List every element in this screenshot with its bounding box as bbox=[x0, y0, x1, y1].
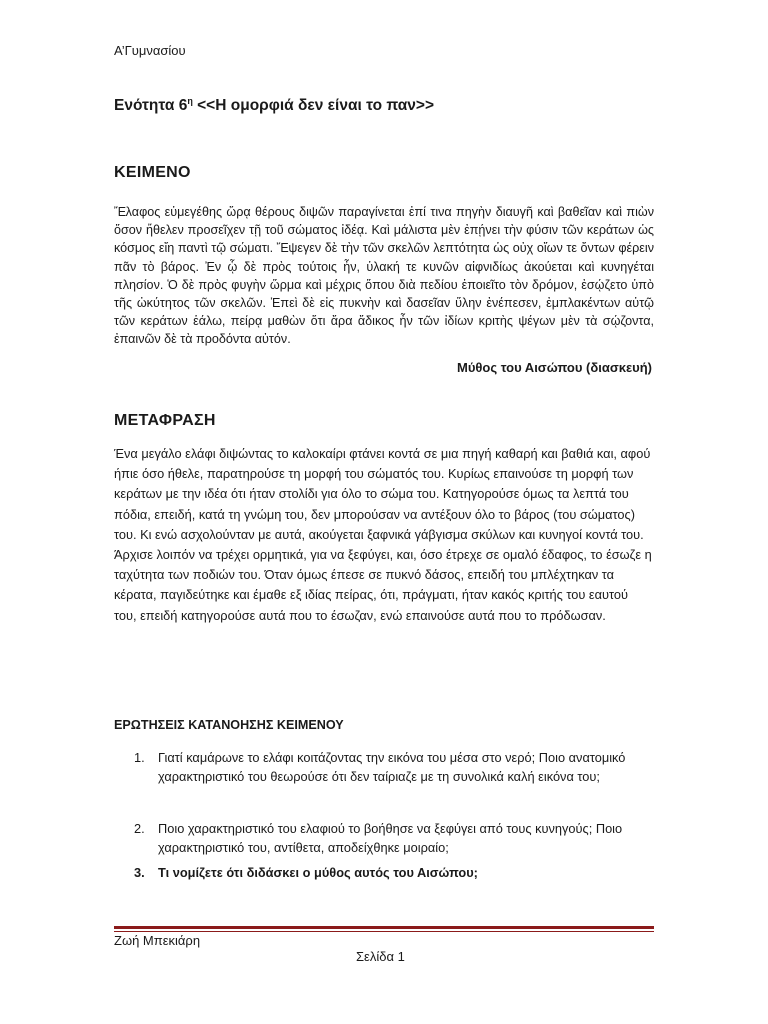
keimeno-heading: ΚΕΙΜΕΝΟ bbox=[114, 164, 191, 181]
question-text: Γιατί καμάρωνε το ελάφι κοιτάζοντας την εικόνα του μέσα στο νερό; Ποιο ανατομικό χαρακτηριστικό του θεωρούσε ότι δεν ταίριαζε με τη συνολικά καλή εικόνα του; bbox=[158, 750, 626, 784]
translation-text: Ένα μεγάλο ελάφι διψώντας το καλοκαίρι φτάνει κοντά σε μια πηγή καθαρή και βαθιά και, αφού ήπιε όσο ήθελε, παρατηρούσε τη μορφή του σώματός του. Κυρίως επαινούσε τη μορφή των κεράτων με την ιδέα ότι ήταν στολίδι για όλο το σώμα του. Κατηγορούσε όμως τα λεπτά του πόδια, επειδή, κατά τη γνώμη του, δεν μπορούσαν να αντέξουν όλο το βάρος (του σώματος) του. Κι ενώ ασχολούνταν με αυτά, ακούγεται ξαφνικά γάβγισμα σκύλων και κυνηγοί κοντά του. Άρχισε λοιπόν να τρέχει ορμητικά, για να ξεφύγει, και, όσο έτρεχε σε ομαλό έδαφος, το έσωζε η ταχύτητα των ποδιών του. Όταν όμως έπεσε σε πυκνό δάσος, επειδή του μπλέχτηκαν τα κέρατα, παγιδεύτηκε και έμαθε εξ ιδίας πείρας, ότι, πράγματι, ήταν κακός κριτής του εαυτού του, επειδή κατηγορούσε αυτά που το έσωζαν, ενώ επαινούσε αυτά που το πρόδωσαν. bbox=[114, 446, 652, 623]
footer-page-number: Σελίδα 1 bbox=[356, 949, 405, 964]
question-number: 2. bbox=[134, 821, 145, 836]
question-number: 3. bbox=[134, 865, 145, 880]
attribution: Μύθος του Αισώπου (διασκευή) bbox=[457, 360, 652, 375]
question-item-2 bbox=[134, 820, 654, 857]
ancient-text: Ἔλαφος εὐμεγέθης ὥρᾳ θέρους διψῶν παραγίνεται ἐπί τινα πηγὴν διαυγῆ καὶ βαθεῖαν καὶ πιὼν ὅσον ἤθελεν προσεῖχεν τῇ τοῦ σώματος ἰδέᾳ. Καὶ μάλιστα μὲν ἐπῄνει τὴν φύσιν τῶν κεράτων ὡς κόσμος εἴη παντὶ τῷ σώματι. Ἔψεγεν δὲ τὴν τῶν σκελῶν λεπτότητα ὡς οὐχ οἵων τε ὄντων φέρειν πᾶν τὸ βάρος. Ἐν ᾧ δὲ πρὸς τούτοις ἦν, ὑλακή τε κυνῶν αἰφνιδίως ἀκούεται καὶ κυνηγέται πλησίον. Ὁ δὲ πρὸς φυγὴν ὥρμα καὶ μέχρις ὅπου διὰ πεδίου ἐποιεῖτο τὸν δρόμον, ἐσῴζετο ὑπὸ τῆς ὠκύτητος τῶν σκελῶν. Ἐπεὶ δὲ εἰς πυκνὴν καὶ δασεῖαν ὕλην ἐνέπεσεν, ἐμπλακέντων αὐτῷ τῶν κεράτων ἑάλω, πείρᾳ μαθὼν ὅτι ἄρα ἄδικος ἦν τῶν ἰδίων κριτὴς ψέγων μὲν τὰ σῴζοντα, ἐπαινῶν δὲ τὰ προδόντα αὐτόν. bbox=[114, 205, 654, 347]
translation-block bbox=[114, 444, 654, 626]
footer-rule-thick bbox=[114, 926, 654, 929]
page-header: Α’Γυμνασίου bbox=[114, 43, 186, 58]
ancient-text-block bbox=[114, 203, 654, 349]
unit-title-rest: <<Η ομορφιά δεν είναι το παν>> bbox=[192, 97, 435, 115]
question-text: Ποιο χαρακτηριστικό του ελαφιού το βοήθησε να ξεφύγει από τους κυνηγούς; Ποιο χαρακτηριστικό του, αντίθετα, αποδείχθηκε μοιραίο; bbox=[158, 821, 623, 855]
footer-rule-thin bbox=[114, 931, 654, 932]
question-item-3 bbox=[134, 864, 654, 883]
footer-author: Ζωή Μπεκιάρη bbox=[114, 933, 201, 948]
unit-title-superscript: η bbox=[187, 96, 193, 106]
question-item-1 bbox=[134, 749, 654, 786]
question-number: 1. bbox=[134, 750, 145, 765]
unit-title-prefix: Ενότητα 6 bbox=[114, 97, 188, 115]
unit-title bbox=[114, 96, 434, 115]
questions-title: ΕΡΩΤΗΣΕΙΣ ΚΑΤΑΝΟΗΣΗΣ ΚΕΙΜΕΝΟΥ bbox=[114, 718, 344, 732]
question-text: Τι νομίζετε ότι διδάσκει ο μύθος αυτός του Αισώπου; bbox=[158, 865, 478, 880]
metafrasi-heading: ΜΕΤΑΦΡΑΣΗ bbox=[114, 412, 216, 429]
